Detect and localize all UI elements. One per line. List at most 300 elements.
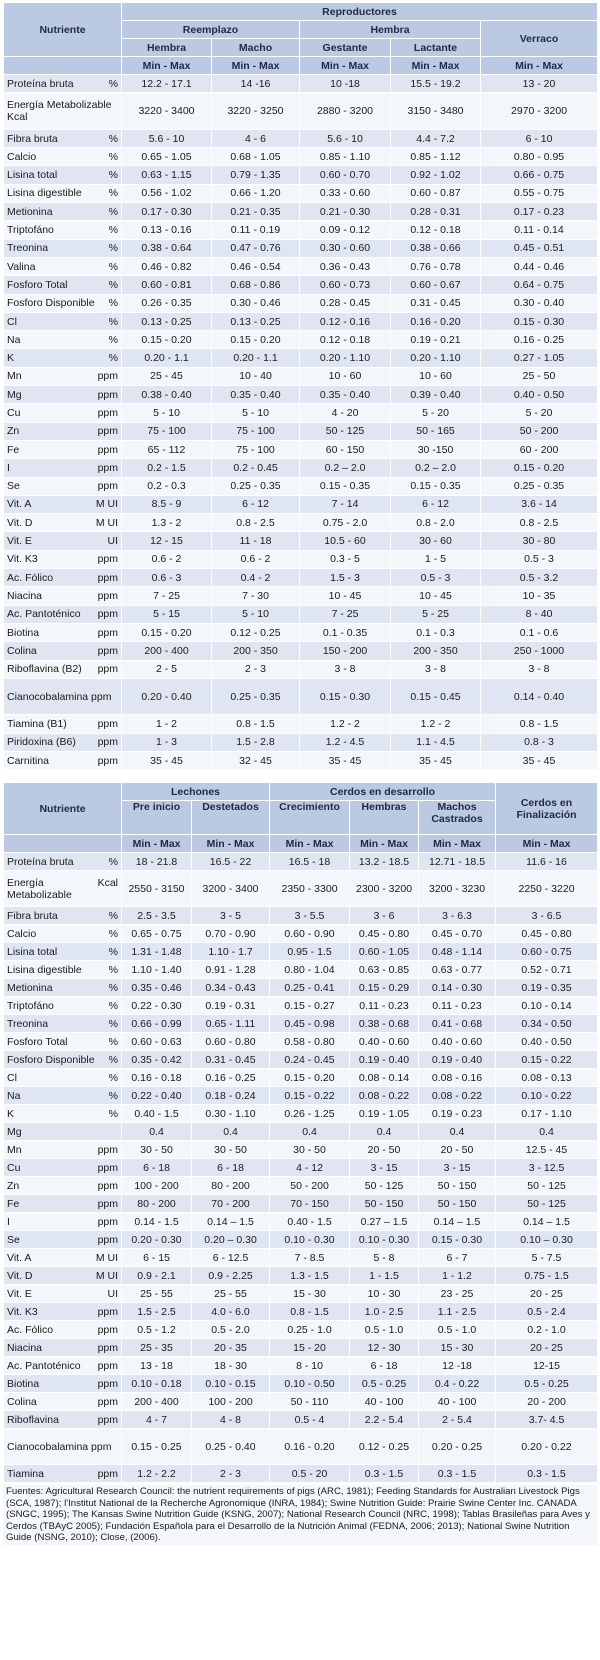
value-cell: 3 - 8 bbox=[300, 660, 391, 678]
nutrient-unit: % bbox=[108, 187, 118, 200]
nutrient-unit: ppm bbox=[97, 644, 118, 657]
value-cell: 0.25 - 0.35 bbox=[212, 678, 300, 715]
table-row bbox=[4, 477, 598, 495]
nutrient-unit: % bbox=[108, 1107, 118, 1120]
value-cell: 0.40 - 0.60 bbox=[419, 1033, 496, 1051]
value-cell: 0.11 - 0.19 bbox=[212, 221, 300, 239]
value-cell: 5 - 8 bbox=[350, 1249, 419, 1267]
value-cell: 7 - 8.5 bbox=[270, 1249, 350, 1267]
value-cell: 0.15 - 0.20 bbox=[122, 331, 212, 349]
value-cell: 6 - 15 bbox=[122, 1249, 192, 1267]
value-cell: 200 - 350 bbox=[212, 642, 300, 660]
value-cell: 50 - 150 bbox=[419, 1177, 496, 1195]
nutrient-name: Metionina bbox=[7, 981, 53, 994]
value-cell: 30 - 60 bbox=[391, 532, 481, 550]
nutrient-unit: ppm bbox=[97, 1215, 118, 1228]
nutrient-name: Ac. Pantoténico bbox=[7, 608, 81, 621]
value-cell: 2 - 3 bbox=[192, 1465, 270, 1483]
nutrient-name: Riboflavina bbox=[7, 1413, 59, 1426]
value-cell: 50 - 125 bbox=[300, 422, 391, 440]
value-cell: 65 - 112 bbox=[122, 440, 212, 458]
value-cell: 35 - 45 bbox=[122, 751, 212, 769]
value-cell: 0.40 - 0.50 bbox=[496, 1033, 598, 1051]
value-cell: 0.10 - 0.30 bbox=[270, 1231, 350, 1249]
column-header-crecimiento: Crecimiento bbox=[270, 801, 350, 835]
value-cell: 14 -16 bbox=[212, 75, 300, 93]
nutrient-unit: % bbox=[108, 242, 118, 255]
nutrient-unit: % bbox=[108, 1017, 118, 1030]
value-cell: 0.38 - 0.66 bbox=[391, 239, 481, 257]
value-cell: 0.47 - 0.76 bbox=[212, 239, 300, 257]
nutrient-name: Tiamina bbox=[7, 1467, 44, 1480]
value-cell: 7 - 25 bbox=[300, 605, 391, 623]
value-cell: 0.44 - 0.46 bbox=[481, 257, 598, 275]
nutrient-name: Ac. Fólico bbox=[7, 571, 54, 584]
value-cell: 0.2 - 0.3 bbox=[122, 477, 212, 495]
value-cell: 0.5 - 2.0 bbox=[192, 1321, 270, 1339]
value-cell: 1.5 - 3 bbox=[300, 569, 391, 587]
value-cell: 30 -150 bbox=[391, 440, 481, 458]
table-reproductores bbox=[3, 2, 598, 770]
nutrient-header-spacer bbox=[4, 57, 122, 75]
subgroup-header-hembra: Hembra bbox=[300, 21, 481, 39]
nutrient-name: Zn bbox=[7, 425, 20, 438]
table-row bbox=[4, 1249, 598, 1267]
value-cell: 0.3 - 1.5 bbox=[496, 1465, 598, 1483]
value-cell: 0.8 - 1.5 bbox=[270, 1303, 350, 1321]
value-cell: 1.31 - 1.48 bbox=[122, 943, 192, 961]
subgroup-header-reemplazo: Reemplazo bbox=[122, 21, 300, 39]
value-cell: 12-15 bbox=[496, 1357, 598, 1375]
value-cell: 0.10 - 0.18 bbox=[122, 1375, 192, 1393]
value-cell: 12.71 - 18.5 bbox=[419, 853, 496, 871]
nutrient-name: Mn bbox=[7, 370, 22, 383]
value-cell: 0.14 - 1.5 bbox=[122, 1213, 192, 1231]
nutrient-name-cell bbox=[4, 1465, 122, 1483]
value-cell: 80 - 200 bbox=[122, 1195, 192, 1213]
nutrient-name: Lisina digestible bbox=[7, 963, 82, 976]
value-cell: 0.13 - 0.16 bbox=[122, 221, 212, 239]
table-row bbox=[4, 1375, 598, 1393]
column-header-destetados: Destetados bbox=[192, 801, 270, 835]
nutrient-unit: ppm bbox=[97, 443, 118, 456]
nutrient-unit: ppm bbox=[97, 754, 118, 767]
value-cell: 3 - 15 bbox=[350, 1159, 419, 1177]
value-cell: 4 - 6 bbox=[212, 129, 300, 147]
nutrient-name: Cianocobalamina ppm bbox=[7, 1440, 112, 1453]
value-cell: 0.22 - 0.40 bbox=[122, 1087, 192, 1105]
value-cell: 50 - 200 bbox=[270, 1177, 350, 1195]
value-cell: 0.60 - 0.73 bbox=[300, 276, 391, 294]
nutrient-name: Vit. D bbox=[7, 1269, 33, 1282]
value-cell: 0.16 - 0.18 bbox=[122, 1069, 192, 1087]
value-cell: 1.0 - 2.5 bbox=[350, 1303, 419, 1321]
nutrient-name: Cu bbox=[7, 1161, 21, 1174]
nutrient-name-cell bbox=[4, 422, 122, 440]
value-cell: 3.6 - 14 bbox=[481, 495, 598, 513]
value-cell: 1 - 1.5 bbox=[350, 1267, 419, 1285]
table-row bbox=[4, 367, 598, 385]
value-cell: 23 - 25 bbox=[419, 1285, 496, 1303]
value-cell: 0.80 - 1.04 bbox=[270, 961, 350, 979]
nutrient-name-cell bbox=[4, 943, 122, 961]
nutrient-name: Cl bbox=[7, 1071, 17, 1084]
value-cell: 40 - 100 bbox=[350, 1393, 419, 1411]
nutrient-name: Vit. K3 bbox=[7, 1305, 38, 1318]
nutrient-name: Valina bbox=[7, 260, 36, 273]
value-cell: 0.19 - 0.31 bbox=[192, 997, 270, 1015]
nutrient-name: Tiamina (B1) bbox=[7, 718, 67, 731]
value-cell: 0.15 - 0.45 bbox=[391, 678, 481, 715]
nutrient-unit: ppm bbox=[97, 406, 118, 419]
value-cell: 15.5 - 19.2 bbox=[391, 75, 481, 93]
nutrient-name-cell bbox=[4, 1159, 122, 1177]
value-cell: 0.63 - 0.85 bbox=[350, 961, 419, 979]
value-cell: 0.15 - 0.20 bbox=[212, 331, 300, 349]
value-cell: 0.85 - 1.12 bbox=[391, 148, 481, 166]
value-cell: 0.26 - 0.35 bbox=[122, 294, 212, 312]
value-cell: 0.15 - 0.22 bbox=[496, 1051, 598, 1069]
value-cell: 0.60 - 0.87 bbox=[391, 184, 481, 202]
nutrient-name: Triptofáno bbox=[7, 999, 54, 1012]
nutrient-name: Biotina bbox=[7, 1377, 40, 1390]
value-cell: 200 - 400 bbox=[122, 642, 212, 660]
value-cell: 30 - 50 bbox=[192, 1141, 270, 1159]
value-cell: 0.20 - 1.10 bbox=[300, 349, 391, 367]
value-cell: 8 - 40 bbox=[481, 605, 598, 623]
value-cell: 0.15 - 0.22 bbox=[270, 1087, 350, 1105]
value-cell: 0.34 - 0.50 bbox=[496, 1015, 598, 1033]
table-row bbox=[4, 294, 598, 312]
value-cell: 0.27 – 1.5 bbox=[350, 1213, 419, 1231]
value-cell: 0.16 - 0.25 bbox=[192, 1069, 270, 1087]
value-cell: 3 - 6 bbox=[350, 907, 419, 925]
value-cell: 0.70 - 0.90 bbox=[192, 925, 270, 943]
value-cell: 0.45 - 0.70 bbox=[419, 925, 496, 943]
table-row bbox=[4, 871, 598, 907]
nutrient-unit: ppm bbox=[97, 1197, 118, 1210]
value-cell: 4 - 8 bbox=[192, 1411, 270, 1429]
value-cell: 0.25 - 1.0 bbox=[270, 1321, 350, 1339]
value-cell: 0.6 - 2 bbox=[122, 550, 212, 568]
value-cell: 0.18 - 0.24 bbox=[192, 1087, 270, 1105]
nutrient-unit: ppm bbox=[97, 553, 118, 566]
table-row bbox=[4, 422, 598, 440]
value-cell: 30 - 80 bbox=[481, 532, 598, 550]
nutrient-name: Energía Metabolizable bbox=[7, 876, 72, 901]
value-cell: 0.33 - 0.60 bbox=[300, 184, 391, 202]
value-cell: 0.8 - 2.5 bbox=[481, 514, 598, 532]
table-row bbox=[4, 1429, 598, 1465]
value-cell: 10 - 60 bbox=[300, 367, 391, 385]
value-cell: 1.1 - 4.5 bbox=[391, 733, 481, 751]
column-header-pre-inicio: Pre inicio bbox=[122, 801, 192, 835]
column-header-macho: Macho bbox=[212, 39, 300, 57]
value-cell: 0.28 - 0.31 bbox=[391, 203, 481, 221]
value-cell: 0.14 - 0.30 bbox=[419, 979, 496, 997]
table-row bbox=[4, 943, 598, 961]
value-cell: 0.20 - 0.40 bbox=[122, 678, 212, 715]
value-cell: 0.20 - 1.10 bbox=[391, 349, 481, 367]
table-row bbox=[4, 907, 598, 925]
value-cell: 20 - 200 bbox=[496, 1393, 598, 1411]
value-cell: 12.5 - 45 bbox=[496, 1141, 598, 1159]
value-cell: 50 - 125 bbox=[350, 1177, 419, 1195]
nutrient-name: K bbox=[7, 1107, 15, 1120]
value-cell: 0.1 - 0.3 bbox=[391, 623, 481, 641]
nutrient-name: Treonina bbox=[7, 1017, 49, 1030]
value-cell: 0.30 - 0.46 bbox=[212, 294, 300, 312]
value-cell: 0.14 – 1.5 bbox=[192, 1213, 270, 1231]
nutrient-unit: ppm bbox=[97, 589, 118, 602]
table-row bbox=[4, 148, 598, 166]
nutrient-name: Fosforo Disponible bbox=[7, 1053, 95, 1066]
nutrient-unit: UI bbox=[107, 1287, 118, 1300]
nutrient-name-cell bbox=[4, 203, 122, 221]
value-cell: 35 - 45 bbox=[481, 751, 598, 769]
minmax-label: Min - Max bbox=[481, 57, 598, 75]
value-cell: 0.30 - 1.10 bbox=[192, 1105, 270, 1123]
nutrient-name-cell bbox=[4, 1321, 122, 1339]
nutrient-name-cell bbox=[4, 349, 122, 367]
nutrient-name-cell bbox=[4, 184, 122, 202]
value-cell: 4.4 - 7.2 bbox=[391, 129, 481, 147]
value-cell: 0.15 - 0.29 bbox=[350, 979, 419, 997]
value-cell: 12.2 - 17.1 bbox=[122, 75, 212, 93]
value-cell: 3 - 8 bbox=[481, 660, 598, 678]
value-cell: 0.08 - 0.14 bbox=[350, 1069, 419, 1087]
column-header-machos-castrados: Machos Castrados bbox=[419, 801, 496, 835]
table-row bbox=[4, 1285, 598, 1303]
nutrient-name: Vit. E bbox=[7, 1287, 32, 1300]
value-cell: 3 - 5 bbox=[192, 907, 270, 925]
nutrient-name-cell bbox=[4, 276, 122, 294]
value-cell: 200 - 350 bbox=[391, 642, 481, 660]
group-header-lechones: Lechones bbox=[122, 783, 270, 801]
value-cell: 0.60 - 0.90 bbox=[270, 925, 350, 943]
table-row bbox=[4, 1393, 598, 1411]
table-row bbox=[4, 1015, 598, 1033]
table-row bbox=[4, 93, 598, 130]
nutrient-name-cell bbox=[4, 678, 122, 715]
value-cell: 2350 - 3300 bbox=[270, 871, 350, 907]
value-cell: 0.85 - 1.10 bbox=[300, 148, 391, 166]
value-cell: 6 - 12 bbox=[391, 495, 481, 513]
value-cell: 0.12 - 0.25 bbox=[212, 623, 300, 641]
nutrient-name: Se bbox=[7, 480, 20, 493]
value-cell: 7 - 14 bbox=[300, 495, 391, 513]
value-cell: 0.35 - 0.40 bbox=[300, 386, 391, 404]
value-cell: 4 - 20 bbox=[300, 404, 391, 422]
nutrient-name-cell bbox=[4, 367, 122, 385]
value-cell: 25 - 55 bbox=[122, 1285, 192, 1303]
value-cell: 0.30 - 0.40 bbox=[481, 294, 598, 312]
value-cell: 0.65 - 1.11 bbox=[192, 1015, 270, 1033]
nutrient-name-cell bbox=[4, 1141, 122, 1159]
value-cell: 0.5 - 1.0 bbox=[350, 1321, 419, 1339]
value-cell: 0.10 – 0.30 bbox=[496, 1231, 598, 1249]
value-cell: 0.8 - 3 bbox=[481, 733, 598, 751]
value-cell: 0.95 - 1.5 bbox=[270, 943, 350, 961]
nutrient-name-cell bbox=[4, 605, 122, 623]
value-cell: 0.4 bbox=[496, 1123, 598, 1141]
nutrient-name-cell bbox=[4, 1051, 122, 1069]
nutrient-name-cell bbox=[4, 642, 122, 660]
nutrient-unit: % bbox=[108, 278, 118, 291]
nutrient-unit: ppm bbox=[97, 1395, 118, 1408]
value-cell: 0.25 - 0.40 bbox=[192, 1429, 270, 1465]
nutrient-name: Metionina bbox=[7, 205, 53, 218]
value-cell: 3 - 5.5 bbox=[270, 907, 350, 925]
nutrient-unit: M UI bbox=[95, 516, 118, 529]
value-cell: 12 - 30 bbox=[350, 1339, 419, 1357]
value-cell: 150 - 200 bbox=[300, 642, 391, 660]
value-cell: 0.40 - 1.5 bbox=[122, 1105, 192, 1123]
nutrient-name: Mg bbox=[7, 388, 22, 401]
value-cell: 0.15 - 0.35 bbox=[300, 477, 391, 495]
nutrient-name-cell bbox=[4, 1015, 122, 1033]
table-row bbox=[4, 386, 598, 404]
value-cell: 0.66 - 1.20 bbox=[212, 184, 300, 202]
nutrient-name-cell bbox=[4, 1231, 122, 1249]
value-cell: 0.08 - 0.22 bbox=[350, 1087, 419, 1105]
value-cell: 80 - 200 bbox=[192, 1177, 270, 1195]
value-cell: 6 - 7 bbox=[419, 1249, 496, 1267]
nutrient-name: Piridoxina (B6) bbox=[7, 736, 76, 749]
table-row bbox=[4, 331, 598, 349]
value-cell: 6 - 12 bbox=[212, 495, 300, 513]
value-cell: 0.60 - 0.75 bbox=[496, 943, 598, 961]
nutrient-unit: % bbox=[108, 315, 118, 328]
nutrient-unit: ppm bbox=[97, 425, 118, 438]
nutrient-unit: % bbox=[108, 909, 118, 922]
nutrient-name: Niacina bbox=[7, 589, 43, 602]
table-body bbox=[4, 75, 598, 770]
value-cell: 0.20 - 0.30 bbox=[122, 1231, 192, 1249]
value-cell: 3 - 15 bbox=[419, 1159, 496, 1177]
table-row bbox=[4, 75, 598, 93]
table-row bbox=[4, 925, 598, 943]
nutrient-unit: ppm bbox=[97, 461, 118, 474]
value-cell: 10 - 45 bbox=[391, 587, 481, 605]
value-cell: 0.26 - 1.25 bbox=[270, 1105, 350, 1123]
table-row bbox=[4, 569, 598, 587]
value-cell: 0.45 - 0.80 bbox=[350, 925, 419, 943]
nutrient-name-cell bbox=[4, 1123, 122, 1141]
value-cell: 1 - 2 bbox=[122, 715, 212, 733]
value-cell: 0.19 - 1.05 bbox=[350, 1105, 419, 1123]
nutrient-unit: ppm bbox=[97, 626, 118, 639]
value-cell: 13.2 - 18.5 bbox=[350, 853, 419, 871]
nutrient-name-cell bbox=[4, 532, 122, 550]
value-cell: 0.3 - 1.5 bbox=[350, 1465, 419, 1483]
nutrient-name-cell bbox=[4, 239, 122, 257]
value-cell: 0.35 - 0.40 bbox=[212, 386, 300, 404]
value-cell: 0.4 bbox=[192, 1123, 270, 1141]
value-cell: 10.5 - 60 bbox=[300, 532, 391, 550]
value-cell: 3 - 6.3 bbox=[419, 907, 496, 925]
value-cell: 15 - 30 bbox=[419, 1339, 496, 1357]
nutrient-name: Cl bbox=[7, 315, 17, 328]
value-cell: 50 - 150 bbox=[350, 1195, 419, 1213]
table-row bbox=[4, 495, 598, 513]
nutrient-name: Calcio bbox=[7, 150, 37, 163]
nutrient-name: Cianocobalamina ppm bbox=[7, 690, 112, 703]
value-cell: 30 - 50 bbox=[122, 1141, 192, 1159]
table-row bbox=[4, 642, 598, 660]
value-cell: 0.66 - 0.75 bbox=[481, 166, 598, 184]
nutrient-unit: % bbox=[108, 169, 118, 182]
nutrient-name-cell bbox=[4, 459, 122, 477]
nutrient-unit: % bbox=[108, 260, 118, 273]
value-cell: 16.5 - 18 bbox=[270, 853, 350, 871]
value-cell: 10 - 30 bbox=[350, 1285, 419, 1303]
value-cell: 100 - 200 bbox=[192, 1393, 270, 1411]
value-cell: 5.6 - 10 bbox=[300, 129, 391, 147]
value-cell: 0.75 - 2.0 bbox=[300, 514, 391, 532]
nutrient-name: Calcio bbox=[7, 927, 37, 940]
nutrient-name-cell bbox=[4, 961, 122, 979]
value-cell: 2 - 3 bbox=[212, 660, 300, 678]
value-cell: 20 - 25 bbox=[496, 1339, 598, 1357]
nutrient-name: Fosforo Total bbox=[7, 1035, 68, 1048]
value-cell: 35 - 45 bbox=[391, 751, 481, 769]
nutrient-name-cell bbox=[4, 1087, 122, 1105]
minmax-label: Min - Max bbox=[350, 835, 419, 853]
table-row bbox=[4, 1159, 598, 1177]
value-cell: 0.5 - 2.4 bbox=[496, 1303, 598, 1321]
value-cell: 11.6 - 16 bbox=[496, 853, 598, 871]
nutrient-name: Triptofáno bbox=[7, 224, 54, 237]
nutrient-unit: ppm bbox=[97, 1359, 118, 1372]
value-cell: 2300 - 3200 bbox=[350, 871, 419, 907]
value-cell: 0.8 - 2.0 bbox=[391, 514, 481, 532]
value-cell: 0.9 - 2.1 bbox=[122, 1267, 192, 1285]
column-header-hembra: Hembra bbox=[122, 39, 212, 57]
value-cell: 0.20 - 0.22 bbox=[496, 1429, 598, 1465]
value-cell: 0.9 - 2.25 bbox=[192, 1267, 270, 1285]
minmax-label: Min - Max bbox=[122, 835, 192, 853]
value-cell: 1 - 1.2 bbox=[419, 1267, 496, 1285]
value-cell: 4 - 12 bbox=[270, 1159, 350, 1177]
value-cell: 11 - 18 bbox=[212, 532, 300, 550]
value-cell: 2970 - 3200 bbox=[481, 93, 598, 130]
nutrient-name: Vit. K3 bbox=[7, 553, 38, 566]
nutrient-unit: ppm bbox=[97, 1161, 118, 1174]
table-row bbox=[4, 751, 598, 769]
value-cell: 50 - 110 bbox=[270, 1393, 350, 1411]
value-cell: 0.35 - 0.42 bbox=[122, 1051, 192, 1069]
value-cell: 0.4 bbox=[270, 1123, 350, 1141]
nutrient-unit: % bbox=[108, 999, 118, 1012]
value-cell: 200 - 400 bbox=[122, 1393, 192, 1411]
value-cell: 0.12 - 0.25 bbox=[350, 1429, 419, 1465]
table-row bbox=[4, 853, 598, 871]
value-cell: 3200 - 3400 bbox=[192, 871, 270, 907]
table-row bbox=[4, 678, 598, 715]
column-header-hembras: Hembras bbox=[350, 801, 419, 835]
value-cell: 0.36 - 0.43 bbox=[300, 257, 391, 275]
value-cell: 0.15 - 0.30 bbox=[419, 1231, 496, 1249]
value-cell: 0.2 - 0.45 bbox=[212, 459, 300, 477]
value-cell: 25 - 45 bbox=[122, 367, 212, 385]
value-cell: 100 - 200 bbox=[122, 1177, 192, 1195]
nutrient-unit: % bbox=[108, 333, 118, 346]
value-cell: 0.20 - 0.25 bbox=[419, 1429, 496, 1465]
value-cell: 0.27 - 1.05 bbox=[481, 349, 598, 367]
value-cell: 5 - 10 bbox=[122, 404, 212, 422]
nutrient-name-cell bbox=[4, 312, 122, 330]
